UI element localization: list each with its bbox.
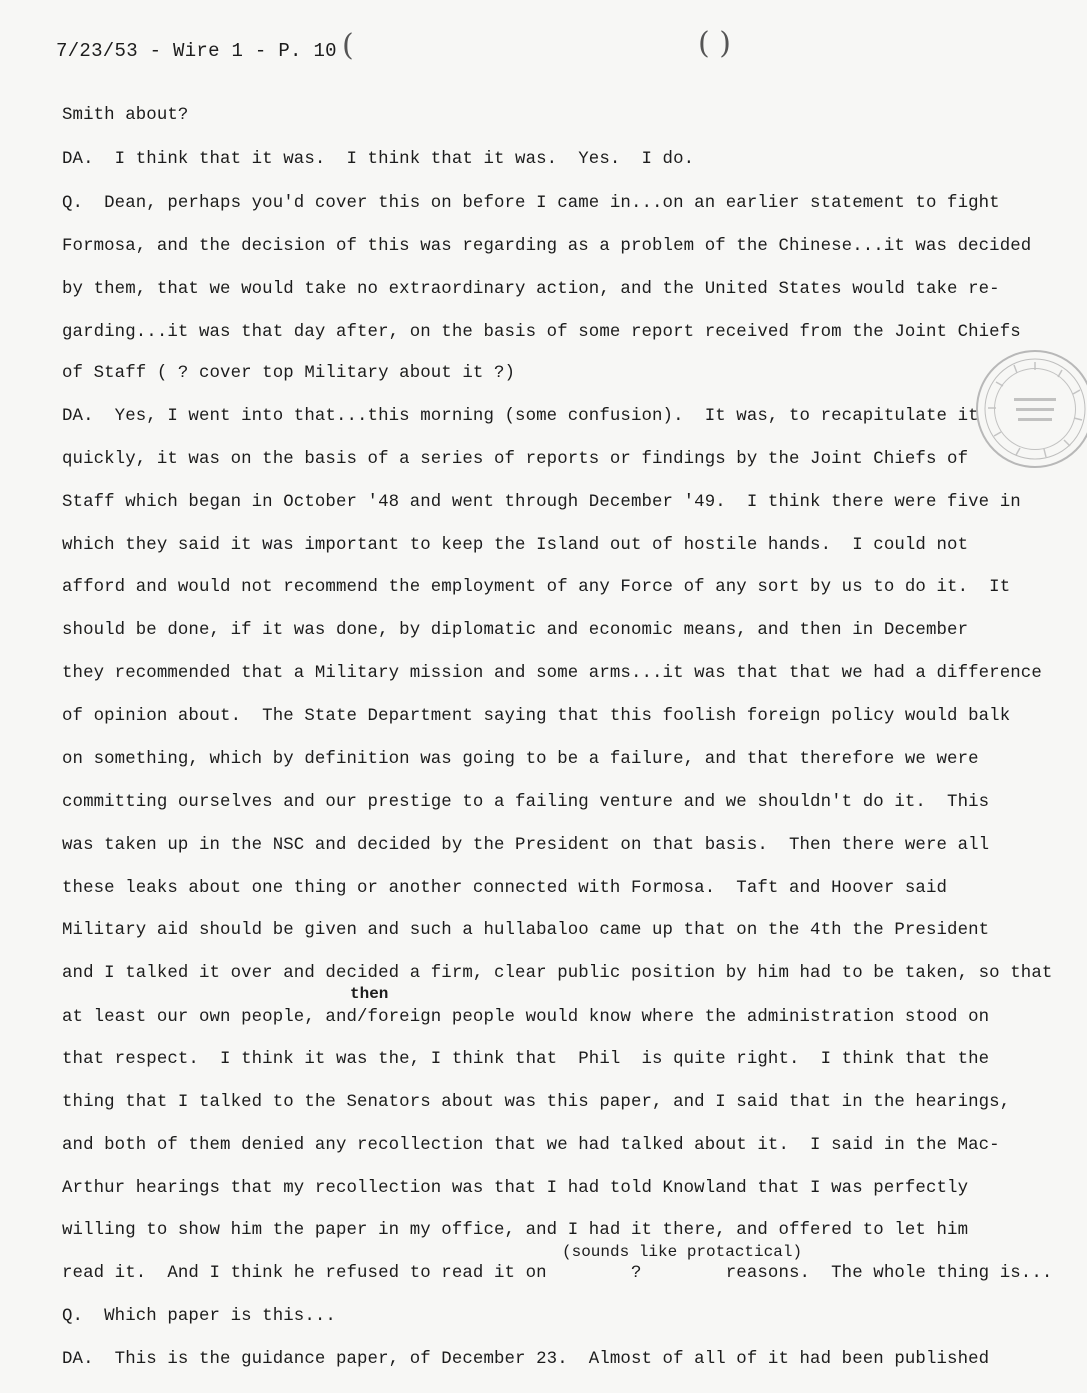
transcript-line: at least our own people, and/foreign people would know where the administration stood on <box>62 1008 990 1027</box>
transcript-line: willing to show him the paper in my office, and I had it there, and offered to let him <box>62 1221 969 1240</box>
transcript-line: of opinion about. The State Department saying that this foolish foreign policy would balk <box>62 707 1011 726</box>
transcript-line: quickly, it was on the basis of a series of reports or findings by the Joint Chiefs of <box>62 450 969 469</box>
transcript-line: by them, that we would take no extraordinary action, and the United States would take re- <box>62 280 1000 299</box>
transcript-line: and I talked it over and decided a firm, clear public position by him had to be taken, so that <box>62 964 1053 983</box>
transcript-line: Staff which began in October '48 and went through December '49. I think there were five in <box>62 493 1021 512</box>
handwritten-mark: ( <box>342 28 354 63</box>
transcript-line: was taken up in the NSC and decided by the President on that basis. Then there were all <box>62 836 990 855</box>
transcript-line: DA. I think that it was. I think that it was. Yes. I do. <box>62 150 695 169</box>
transcript-line: Q. Which paper is this... <box>62 1307 336 1326</box>
transcript-line: committing ourselves and our prestige to a failing venture and we shouldn't do it. This <box>62 793 990 812</box>
transcript-line: Military aid should be given and such a hullabaloo came up that on the 4th the President <box>62 921 990 940</box>
handwritten-mark: ( ) <box>698 26 731 61</box>
interlinear-insertion: (sounds like protactical) <box>562 1243 803 1261</box>
transcript-line: of Staff ( ? cover top Military about it ?) <box>62 364 516 383</box>
transcript-line: afford and would not recommend the employment of any Force of any sort by us to do it. It <box>62 578 1011 597</box>
transcript-line: they recommended that a Military mission and some arms...it was that that we had a difference <box>62 664 1042 683</box>
transcript-line: garding...it was that day after, on the basis of some report received from the Joint Chiefs <box>62 323 1021 342</box>
transcript-line: read it. And I think he refused to read it on ? reasons. The whole thing is... <box>62 1264 1053 1283</box>
transcript-line: should be done, if it was done, by diplomatic and economic means, and then in December <box>62 621 969 640</box>
transcript-line: these leaks about one thing or another connected with Formosa. Taft and Hoover said <box>62 879 948 898</box>
transcript-line: Formosa, and the decision of this was regarding as a problem of the Chinese...it was decided <box>62 237 1032 256</box>
transcript-line: Arthur hearings that my recollection was that I had told Knowland that I was perfectly <box>62 1179 969 1198</box>
transcript-line: thing that I talked to the Senators about was this paper, and I said that in the hearings, <box>62 1093 1011 1112</box>
page-header: 7/23/53 - Wire 1 - P. 10 <box>56 40 337 62</box>
transcript-line: which they said it was important to keep the Island out of hostile hands. I could not <box>62 536 969 555</box>
archive-seal-stamp <box>976 350 1087 468</box>
transcript-line: that respect. I think it was the, I think that Phil is quite right. I think that the <box>62 1050 990 1069</box>
transcript-line: Q. Dean, perhaps you'd cover this on before I came in...on an earlier statement to fight <box>62 194 1000 213</box>
transcript-line: on something, which by definition was going to be a failure, and that therefore we were <box>62 750 979 769</box>
interlinear-insertion: then <box>350 985 389 1003</box>
transcript-line: DA. Yes, I went into that...this morning (some confusion). It was, to recapitulate it <box>62 407 979 426</box>
transcript-line: DA. This is the guidance paper, of December 23. Almost of all of it had been published <box>62 1350 990 1369</box>
transcript-line: Smith about? <box>62 106 189 125</box>
seal-inner-ring <box>994 368 1076 450</box>
transcript-line: and both of them denied any recollection that we had talked about it. I said in the Mac- <box>62 1136 1000 1155</box>
